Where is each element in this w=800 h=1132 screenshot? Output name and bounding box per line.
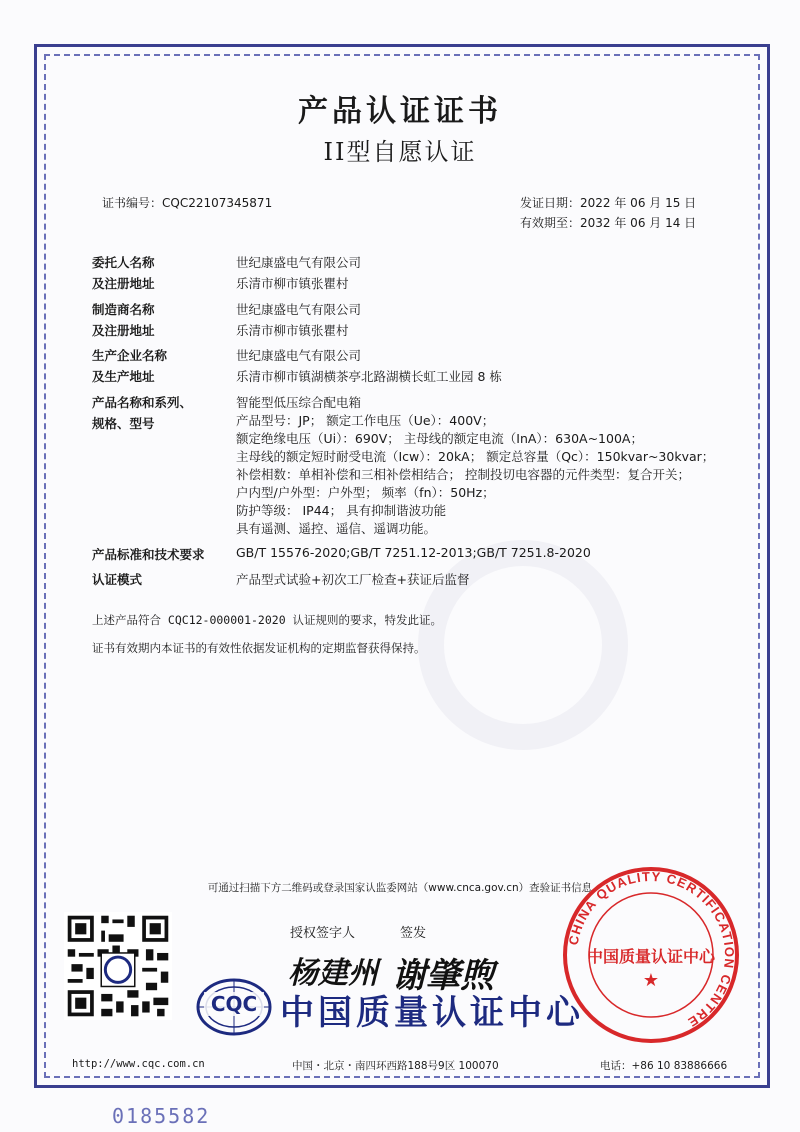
client-address: 乐清市柳市镇张瞿村 bbox=[236, 276, 349, 291]
factory-address: 乐清市柳市镇湖横茶亭北路湖横长虹工业园 8 栋 bbox=[236, 369, 502, 384]
maker-name: 世纪康盛电气有限公司 bbox=[236, 302, 362, 317]
certificate-title: 产品认证证书 bbox=[298, 94, 502, 129]
issue-date-label: 发证日期： bbox=[520, 196, 581, 210]
svg-text:★: ★ bbox=[642, 970, 660, 991]
product-line: 具有遥测、遥控、遥信、遥调功能。 bbox=[236, 521, 437, 536]
client-name: 世纪康盛电气有限公司 bbox=[236, 255, 362, 270]
issue-date-row bbox=[520, 194, 696, 211]
maker-address-label: 及注册地址 bbox=[92, 323, 155, 338]
authorized-signature: 杨建州 bbox=[288, 956, 378, 991]
product-line: 智能型低压综合配电箱 bbox=[236, 395, 362, 410]
product-line: 户内型/户外型：户外型； 频率（fn）：50Hz； bbox=[236, 485, 495, 500]
factory-name-label: 生产企业名称 bbox=[92, 348, 168, 363]
issue-date: 2022 年 06 月 15 日 bbox=[580, 196, 697, 210]
maker-address: 乐清市柳市镇张瞿村 bbox=[236, 323, 349, 338]
issuer-signature: 谢肇煦 bbox=[392, 956, 494, 996]
cqc-logo-text: CQC bbox=[204, 992, 264, 1016]
standard-label: 产品标准和技术要求 bbox=[92, 547, 205, 562]
standard-value: GB/T 15576-2020;GB/T 7251.12-2013;GB/T 7251.8-2020 bbox=[236, 545, 591, 560]
product-spec-label: 规格、型号 bbox=[92, 416, 155, 431]
qr-code-icon[interactable] bbox=[64, 912, 172, 1020]
footer-phone: 电话：+86 10 83886666 bbox=[600, 1060, 728, 1072]
certificate-subtitle: II型自愿认证 bbox=[323, 138, 477, 166]
mode-label: 认证模式 bbox=[92, 572, 143, 587]
client-name-label: 委托人名称 bbox=[92, 255, 155, 270]
product-line: 主母线的额定短时耐受电流（Icw）：20kA； 额定总容量（Qc）：150kvar~30kvar； bbox=[236, 449, 715, 464]
cert-number-label: 证书编号： bbox=[102, 196, 163, 210]
svg-text:中国质量认证中心: 中国质量认证中心 bbox=[586, 947, 716, 966]
official-seal-icon bbox=[562, 866, 740, 1044]
client-address-label: 及注册地址 bbox=[92, 276, 155, 291]
product-line: 防护等级： IP44； 具有抑制谐波功能 bbox=[236, 503, 447, 518]
product-line: 产品型号：JP； 额定工作电压（Ue）：400V； bbox=[236, 413, 495, 428]
svg-text:CHINA QUALITY CERTIFICATION CE: CHINA QUALITY CERTIFICATION CENTRE bbox=[565, 868, 738, 1031]
issuer-label: 签发 bbox=[400, 926, 427, 941]
cert-number-row bbox=[102, 194, 272, 211]
cert-number: CQC22107345871 bbox=[162, 196, 273, 210]
footer-address: 中国・北京・南四环西路188号9区 100070 bbox=[292, 1060, 499, 1072]
serial-number: 0185582 bbox=[112, 1104, 211, 1128]
validity-note: 证书有效期内本证书的有效性依据发证机构的定期监督获得保持。 bbox=[92, 641, 426, 655]
expire-date-row bbox=[520, 214, 696, 231]
maker-name-label: 制造商名称 bbox=[92, 302, 155, 317]
product-label: 产品名称和系列、 bbox=[92, 395, 193, 410]
mode-value: 产品型式试验+初次工厂检查+获证后监督 bbox=[236, 572, 470, 587]
factory-name: 世纪康盛电气有限公司 bbox=[236, 348, 362, 363]
authorized-signer-label: 授权签字人 bbox=[290, 926, 356, 941]
verify-instruction: 可通过扫描下方二维码或登录国家认监委网站（www.cnca.gov.cn）查验证书信息 bbox=[207, 882, 593, 894]
organization-name: 中国质量认证中心 bbox=[280, 993, 584, 1033]
product-line: 补偿相数：单相补偿和三相补偿相结合； 控制投切电容器的元件类型：复合开关； bbox=[236, 467, 690, 482]
footer-website[interactable]: http://www.cqc.com.cn bbox=[72, 1058, 205, 1070]
expire-date: 2032 年 06 月 14 日 bbox=[580, 216, 697, 230]
compliance-note: 上述产品符合 CQC12-000001-2020 认证规则的要求，特发此证。 bbox=[92, 613, 443, 627]
product-line: 额定绝缘电压（Ui）：690V； 主母线的额定电流（InA）：630A~100A； bbox=[236, 431, 643, 446]
expire-date-label: 有效期至： bbox=[520, 216, 581, 230]
factory-address-label: 及生产地址 bbox=[92, 369, 155, 384]
